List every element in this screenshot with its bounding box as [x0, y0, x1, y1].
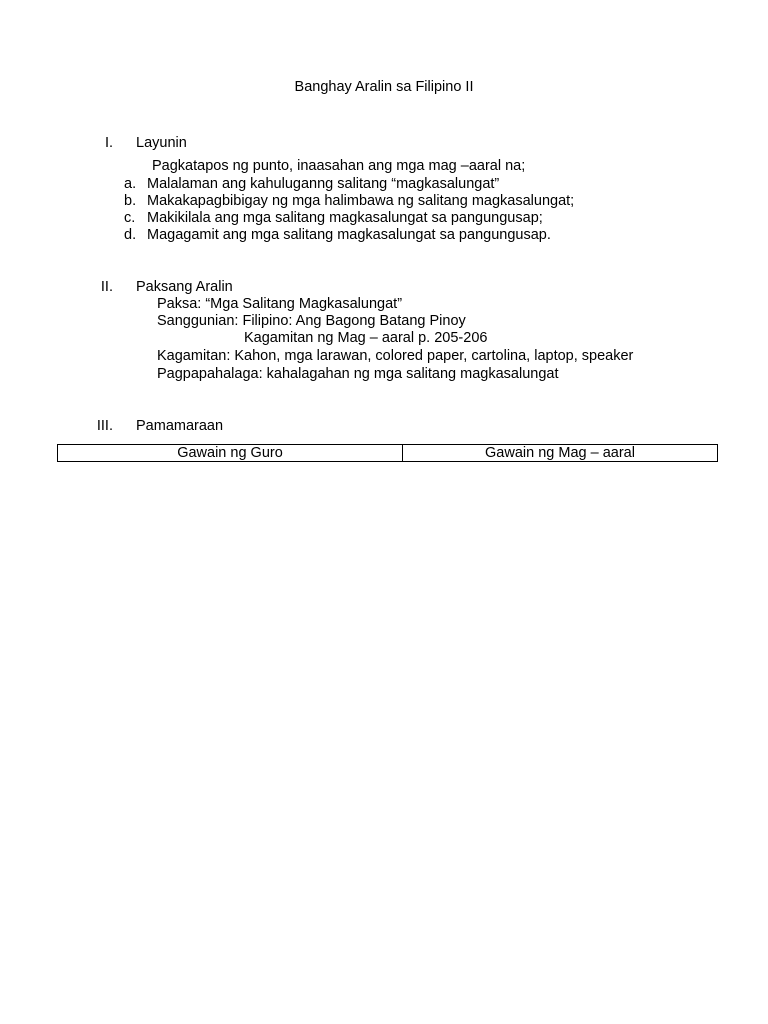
sanggunian-line: Sanggunian: Filipino: Ang Bagong Batang Pinoy: [157, 313, 466, 329]
section-1-intro: Pagkatapos ng punto, inaasahan ang mga mag –aaral na;: [152, 158, 526, 174]
list-item: Makikilala ang mga salitang magkasalungat sa pangungusap;: [147, 210, 543, 226]
section-1-numeral: I.: [104, 135, 113, 151]
pagpapahalaga-line: Pagpapahalaga: kahalagahan ng mga salitang magkasalungat: [157, 366, 559, 382]
sanggunian-continuation: Kagamitan ng Mag – aaral p. 205-206: [244, 330, 488, 346]
list-item: Makakapagbibigay ng mga halimbawa ng salitang magkasalungat;: [147, 193, 575, 209]
list-marker: a.: [124, 176, 137, 192]
kagamitan-line: Kagamitan: Kahon, mga larawan, colored paper, cartolina, laptop, speaker: [157, 348, 634, 364]
table-header-mag-aaral: Gawain ng Mag – aaral: [485, 445, 635, 461]
section-2-numeral: II.: [100, 279, 113, 295]
paksa-line: Paksa: “Mga Salitang Magkasalungat”: [157, 296, 403, 312]
section-2-heading: Paksang Aralin: [136, 279, 233, 295]
list-marker: c.: [124, 210, 136, 226]
list-item: Malalaman ang kahuluganng salitang “magkasalungat”: [147, 176, 500, 192]
list-item: Magagamit ang mga salitang magkasalungat sa pangungusap.: [147, 227, 551, 243]
section-1-heading: Layunin: [136, 135, 187, 151]
document-title: Banghay Aralin sa Filipino II: [294, 79, 474, 95]
list-marker: d.: [124, 227, 137, 243]
activities-table: [57, 444, 718, 462]
section-3-heading: Pamamaraan: [136, 418, 224, 434]
list-marker: b.: [124, 193, 137, 209]
table-header-guro: Gawain ng Guro: [58, 445, 403, 461]
section-3-numeral: III.: [96, 418, 113, 434]
